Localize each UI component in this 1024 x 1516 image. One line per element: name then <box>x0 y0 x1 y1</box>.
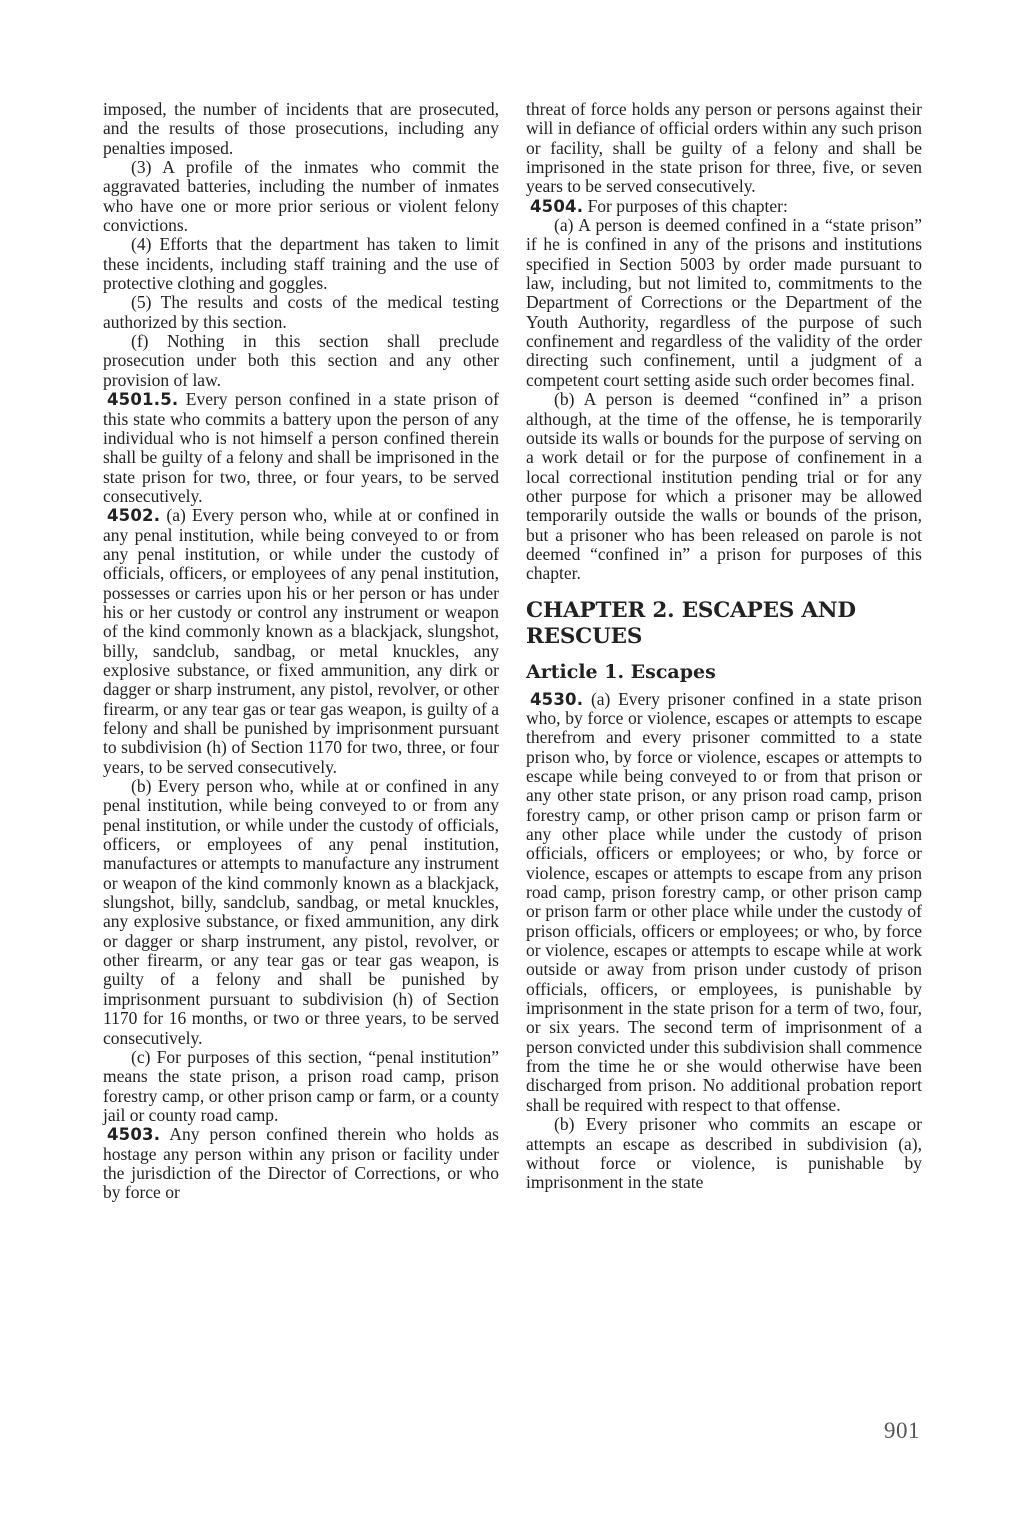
section-4504 <box>526 197 922 216</box>
section-4501-5 <box>103 390 499 506</box>
page-number: 901 <box>884 1418 920 1443</box>
paragraph: (f) Nothing in this section shall preclude prosecution under both this section and any other provision of law. <box>103 331 499 390</box>
section-4502 <box>103 506 499 777</box>
right-column <box>526 100 922 1193</box>
section-number: 4504. <box>530 196 584 216</box>
paragraph: (b) A person is deemed “confined in” a prison although, at the time of the offense, he is temporarily outside its walls or bounds for the purpose of serving on a work detail or for the purpose of confinement in a local correctional institution pending trial or for any other purpose for which a prisoner may be allowed temporarily outside the walls or bounds of the prison, but a prisoner who has been released on parole is not deemed “confined in” a prison for purposes of this chapter. <box>526 389 922 584</box>
section-4530 <box>526 690 922 1116</box>
section-text: Any person confined therein who holds as hostage any person within any prison or facility under the jurisdiction of the Director of Corrections, or who by force or <box>103 1124 499 1203</box>
chapter-heading: CHAPTER 2. ESCAPES AND RESCUES <box>526 597 856 649</box>
paragraph: (a) A person is deemed confined in a “state prison” if he is confined in any of the prisons and institutions specified in Section 5003 by order made pursuant to law, including, but not limited to, commitments to the Department of Corrections or the Department of the Youth Authority, regardless of the purpose of such confinement and regardless of the validity of the order directing such confinement, until a judgment of a competent court setting aside such order becomes final. <box>526 215 922 390</box>
paragraph: (3) A profile of the inmates who commit the aggravated batteries, including the number of inmates who have one or more prior serious or violent felony convictions. <box>103 157 499 236</box>
paragraph: imposed, the number of incidents that are prosecuted, and the results of those prosecutions, including any penalties imposed. <box>103 99 499 158</box>
left-column <box>103 100 499 1203</box>
article-heading: Article 1. Escapes <box>526 660 716 683</box>
section-number: 4530. <box>530 689 584 709</box>
section-text: (a) Every person who, while at or confined in any penal institution, while being conveyed to or from any penal institution, or while under the custody of officials, officers, or employees of any penal institution, possesses or carries upon his or her person or has under his or her custody or control any instrument or weapon of the kind commonly known as a blackjack, slungshot, billy, sandclub, sandbag, or metal knuckles, any explosive substance, or fixed ammunition, any dirk or dagger or sharp instrument, any pistol, revolver, or other firearm, or any tear gas or tear gas weapon, is guilty of a felony and shall be punished by imprisonment pursuant to subdivision (h) of Section 1170 for two, three, or four years, to be served consecutively. <box>103 505 499 777</box>
paragraph: (c) For purposes of this section, “penal institution” means the state prison, a prison road camp, prison forestry camp, or other prison camp or farm, or a county jail or county road camp. <box>103 1046 499 1125</box>
paragraph: threat of force holds any person or persons against their will in defiance of official orders within any such prison or facility, shall be guilty of a felony and shall be imprisoned in the state prison for three, five, or seven years to be served consecutively. <box>526 99 922 197</box>
section-text: (a) Every prisoner confined in a state prison who, by force or violence, escapes or attempts to escape therefrom and every prisoner committed to a state prison who, by force or violence, escapes or attempts to escape while being conveyed to or from that prison or any other state prison, or any prison road camp, prison forestry camp, or other prison camp or prison farm or any other place while under the custody of prison officials, officers or employees; or who, by force or violence, escapes or attempts to escape from any prison road camp, prison forestry camp, or other prison camp or prison farm or other place while under the custody of prison officials, officers or employees; or who, by force or violence, escapes or attempts to escape while at work outside or away from prison under custody of prison officials, officers, or employees, is punishable by imprisonment in the state prison for a term of two, four, or six years. The second term of imprisonment of a person convicted under this subdivision shall commence from the time he or she would otherwise have been discharged from prison. No additional probation report shall be required with respect to that offense. <box>526 688 922 1115</box>
section-4503 <box>103 1125 499 1202</box>
section-number: 4502. <box>107 506 161 526</box>
section-text: For purposes of this chapter: <box>587 195 788 216</box>
paragraph: (b) Every person who, while at or confined in any penal institution, while being conveyed to or from any penal institution, or while under the custody of officials, officers, or employees of any penal institution, manufactures or attempts to manufacture any instrument or weapon of the kind commonly known as a blackjack, slungshot, billy, sandclub, sandbag, or metal knuckles, any explosive substance, or fixed ammunition, any dirk or dagger or sharp instrument, any pistol, revolver, or other firearm, or any tear gas or tear gas weapon, is guilty of a felony and shall be punished by imprisonment pursuant to subdivision (h) of Section 1170 for 16 months, or two or three years, to be served consecutively. <box>103 776 499 1048</box>
section-text: Every person confined in a state prison of this state who commits a battery upon the person of any individual who is not himself a person confined therein shall be guilty of a felony and shall be imprisoned in the state prison for two, three, or four years, to be served consecutively. <box>103 389 499 506</box>
paragraph: (4) Efforts that the department has taken to limit these incidents, including staff training and the use of protective clothing and goggles. <box>103 234 499 294</box>
section-number: 4503. <box>107 1125 161 1145</box>
paragraph: (5) The results and costs of the medical testing authorized by this section. <box>103 292 499 332</box>
section-number: 4501.5. <box>107 390 179 410</box>
paragraph: (b) Every prisoner who commits an escape or attempts an escape as described in subdivision (a), without force or violence, is punishable by imprisonment in the state <box>526 1114 922 1193</box>
